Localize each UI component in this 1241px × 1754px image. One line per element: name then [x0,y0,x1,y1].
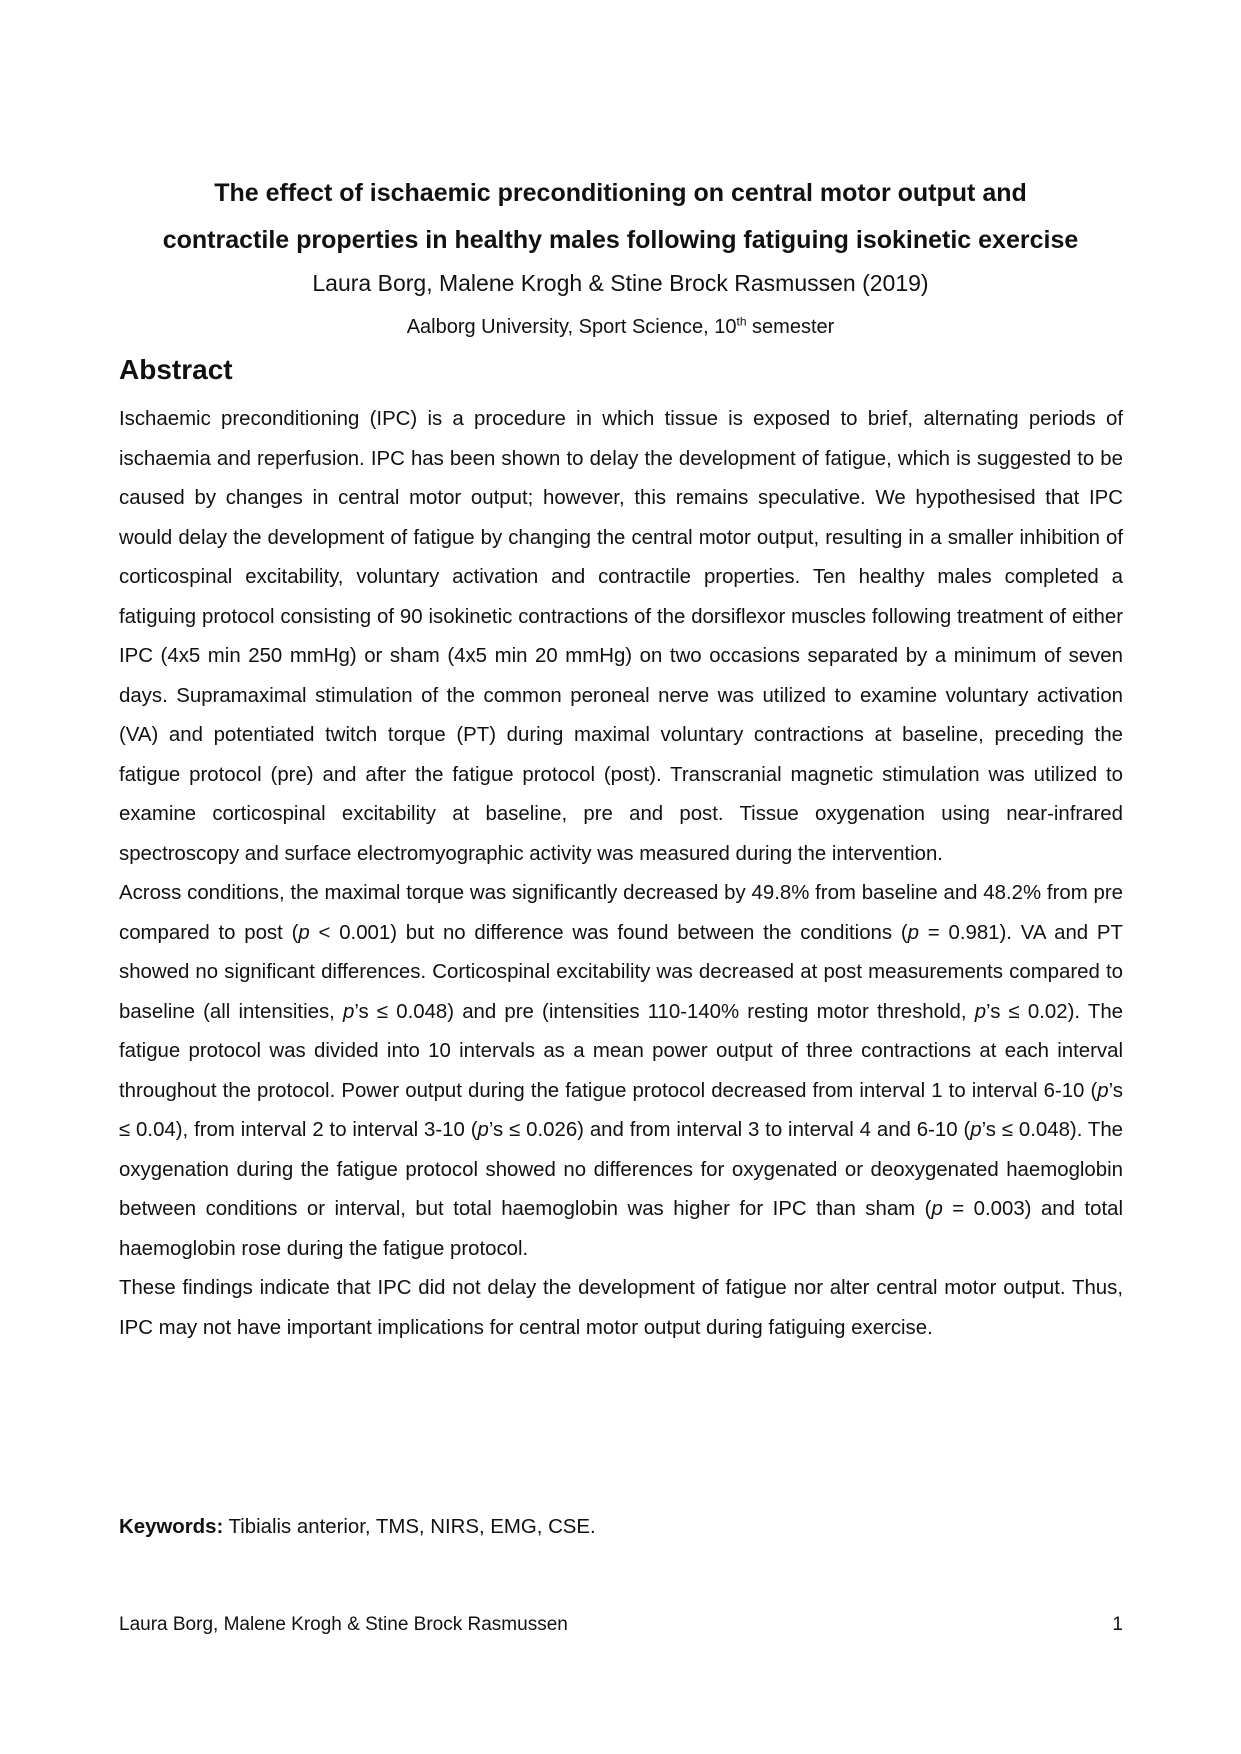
p2-text-c: = 0.981). VA and PT showed no significant differences. Corticospinal excitability was decreased at post measurements compared to baseline (all intensities, [119,921,1123,1023]
p2-text-b: < 0.001) but no difference was found between the conditions ( [309,921,908,944]
keywords-label: Keywords: [119,1516,224,1538]
affiliation-suffix: semester [746,316,835,338]
p-symbol: p [907,921,919,944]
paper-title [100,170,1141,264]
abstract-heading: Abstract [119,354,233,385]
p-symbol: p [970,1119,982,1141]
abstract-paragraph-3: These findings indicate that IPC did not delay the development of fatigue nor alter central motor output. Thus, IPC may not have important implications for central motor output during fatiguing exercise. [119,1277,1123,1339]
affiliation-prefix: Aalborg University, Sport Science, 10 [406,316,737,338]
p-symbol: p [974,1000,987,1023]
p2-text-g: ’s ≤ 0.026) and from interval 3 to interval 4 and 6-10 ( [488,1119,971,1141]
p2-text-a: Across conditions, the maximal torque was significantly decreased by 49.8% from baseline and 48.2% from pre compared to post ( [119,882,1123,944]
footer-authors: Laura Borg, Malene Krogh & Stine Brock Rasmussen [119,1614,568,1635]
affiliation-line [100,313,1141,341]
abstract-body [119,400,1123,1348]
p-symbol: p [298,921,310,944]
p-symbol: p [477,1119,489,1141]
title-line-1: The effect of ischaemic preconditioning on central motor output and [214,179,1027,207]
keywords-text: Tibialis anterior, TMS, NIRS, EMG, CSE. [223,1516,596,1538]
abstract-paragraph-2 [119,874,1123,1269]
p2-text-e: ’s ≤ 0.02). The fatigue protocol was divided into 10 intervals as a mean power output of three contractions at each interval throughout the protocol. Power output during the fatigue protocol decreased from interval 1 to interval 6-10 ( [119,1000,1123,1102]
author-line: Laura Borg, Malene Krogh & Stine Brock Rasmussen (2019) [312,270,929,296]
p-symbol: p [931,1198,943,1220]
p-symbol: p [1097,1079,1109,1102]
title-line-2: contractile properties in healthy males following fatiguing isokinetic exercise [162,226,1079,254]
p2-text-i: = 0.003) and total haemoglobin rose during the fatigue protocol. [119,1198,1123,1260]
p2-text-d: ’s ≤ 0.048) and pre (intensities 110-140% resting motor threshold, [354,1000,975,1023]
p-symbol: p [343,1000,355,1023]
p2-text-f: ’s ≤ 0.04), from interval 2 to interval 3-10 ( [119,1079,1123,1141]
keywords-line [119,1512,596,1542]
p2-text-h: ’s ≤ 0.048). The oxygenation during the fatigue protocol showed no differences for oxygenated or deoxygenated haemoglobin between conditions or interval, but total haemoglobin was higher for IPC than sham ( [119,1119,1124,1220]
abstract-paragraph-1: Ischaemic preconditioning (IPC) is a procedure in which tissue is exposed to brief, alternating periods of ischaemia and reperfusion. IPC has been shown to delay the development of fatigue, which is suggested to be caused by changes in central motor output; however, this remains speculative. We hypothesised that IPC would delay the development of fatigue by changing the central motor output, resulting in a smaller inhibition of corticospinal excitability, voluntary activation and contractile properties. Ten healthy males completed a fatiguing protocol consisting of 90 isokinetic contractions of the dorsiflexor muscles following treatment of either IPC (4x5 min 250 mmHg) or sham (4x5 min 20 mmHg) on two occasions separated by a minimum of seven days. Supramaximal stimulation of the common peroneal nerve was utilized to examine voluntary activation (VA) and potentiated twitch torque (PT) during maximal voluntary contractions at baseline, preceding the fatigue protocol (pre) and after the fatigue protocol (post). Transcranial magnetic stimulation was utilized to examine corticospinal excitability at baseline, pre and post. Tissue oxygenation using near-infrared spectroscopy and surface electromyographic activity was measured during the intervention. [119,408,1123,865]
affiliation-superscript: th [736,314,747,329]
page-number: 1 [1112,1614,1123,1635]
